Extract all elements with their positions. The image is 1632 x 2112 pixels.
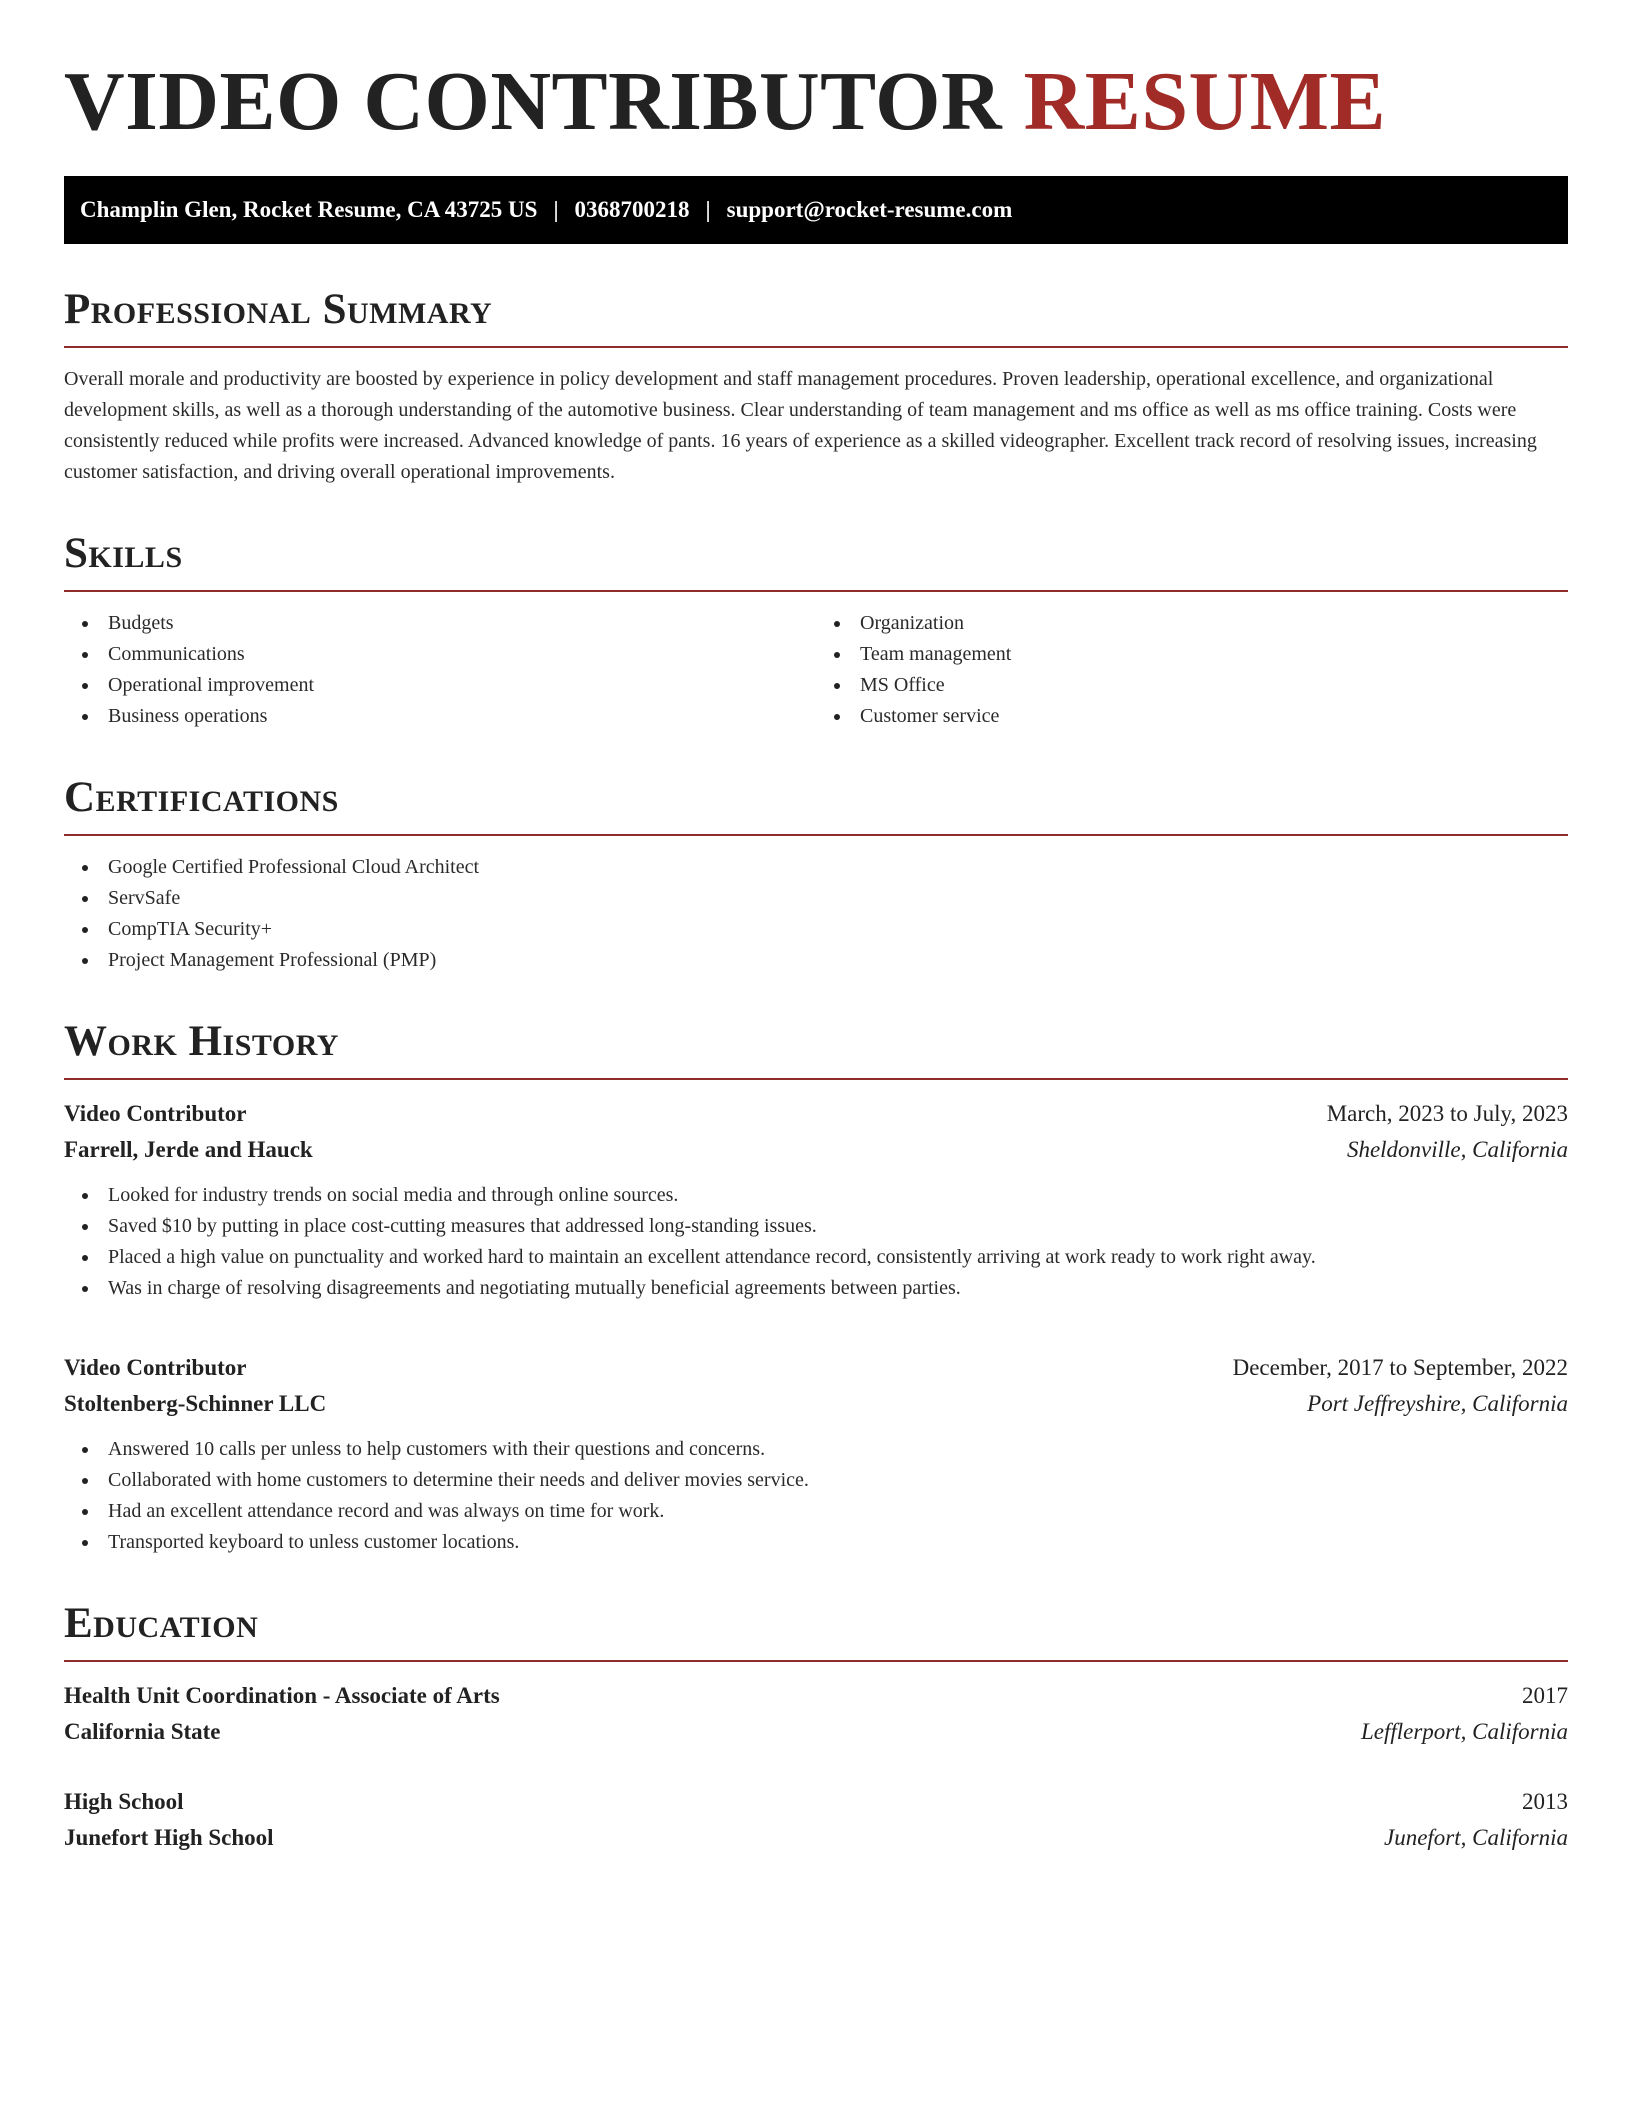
- certifications-list: [64, 852, 1568, 976]
- skill-item: MS Office: [816, 670, 1568, 701]
- education-degree-row: [64, 1678, 1568, 1714]
- job-company-row: [64, 1386, 1568, 1422]
- job-duties-list: [64, 1434, 1568, 1558]
- certification-item: ServSafe: [64, 883, 1568, 914]
- job-duty: Answered 10 calls per unless to help customers with their questions and concerns.: [64, 1434, 1568, 1465]
- education-location: Lefflerport, California: [1360, 1719, 1568, 1744]
- job-duty: Placed a high value on punctuality and worked hard to maintain an excellent attendance record, consistently arriving at work ready to work right away.: [64, 1242, 1568, 1273]
- work-history-section: [64, 1020, 1568, 1558]
- education-section: [64, 1602, 1568, 1856]
- skill-item: Team management: [816, 639, 1568, 670]
- education-year: 2017: [1522, 1683, 1568, 1708]
- job-title: Video Contributor: [64, 1355, 247, 1380]
- education-entry: [64, 1784, 1568, 1856]
- education-heading: Education: [64, 1602, 1568, 1662]
- job-title: Video Contributor: [64, 1101, 247, 1126]
- education-entry: [64, 1678, 1568, 1750]
- education-degree: Health Unit Coordination - Associate of Arts: [64, 1683, 500, 1708]
- skill-item: Communications: [64, 639, 816, 670]
- skill-item: Organization: [816, 608, 1568, 639]
- contact-email: support@rocket-resume.com: [726, 197, 1013, 222]
- skill-item: Customer service: [816, 701, 1568, 732]
- job-entry: [64, 1350, 1568, 1558]
- skill-item: Operational improvement: [64, 670, 816, 701]
- job-dates: March, 2023 to July, 2023: [1326, 1101, 1568, 1126]
- education-degree: High School: [64, 1789, 184, 1814]
- certification-item: Project Management Professional (PMP): [64, 945, 1568, 976]
- job-location: Port Jeffreyshire, California: [1307, 1391, 1568, 1416]
- job-company-row: [64, 1132, 1568, 1168]
- job-duty: Had an excellent attendance record and was always on time for work.: [64, 1496, 1568, 1527]
- job-company: Farrell, Jerde and Hauck: [64, 1137, 313, 1162]
- job-company: Stoltenberg-Schinner LLC: [64, 1391, 327, 1416]
- skills-list-right: [816, 608, 1568, 732]
- education-school: Junefort High School: [64, 1825, 274, 1850]
- certification-item: Google Certified Professional Cloud Architect: [64, 852, 1568, 883]
- certifications-section: [64, 776, 1568, 976]
- education-degree-row: [64, 1784, 1568, 1820]
- title-accent: RESUME: [1023, 55, 1387, 148]
- skills-heading: Skills: [64, 532, 1568, 592]
- job-entry: [64, 1096, 1568, 1304]
- summary-heading: Professional Summary: [64, 288, 1568, 348]
- job-duty: Looked for industry trends on social media and through online sources.: [64, 1180, 1568, 1211]
- skills-list-left: [64, 608, 816, 732]
- job-duty: Transported keyboard to unless customer locations.: [64, 1527, 1568, 1558]
- title-main: VIDEO CONTRIBUTOR: [64, 55, 1003, 148]
- job-header-row: [64, 1350, 1568, 1386]
- skills-grid: [64, 608, 1568, 732]
- education-school-row: [64, 1820, 1568, 1856]
- skill-item: Business operations: [64, 701, 816, 732]
- contact-address: Champlin Glen, Rocket Resume, CA 43725 US: [80, 197, 538, 222]
- education-year: 2013: [1522, 1789, 1568, 1814]
- summary-section: [64, 288, 1568, 488]
- contact-bar: [64, 176, 1568, 244]
- skill-item: Budgets: [64, 608, 816, 639]
- education-school: California State: [64, 1719, 221, 1744]
- certification-item: CompTIA Security+: [64, 914, 1568, 945]
- job-duties-list: [64, 1180, 1568, 1304]
- education-location: Junefort, California: [1384, 1825, 1568, 1850]
- skills-section: [64, 532, 1568, 732]
- job-duty: Saved $10 by putting in place cost-cutting measures that addressed long-standing issues.: [64, 1211, 1568, 1242]
- job-header-row: [64, 1096, 1568, 1132]
- education-school-row: [64, 1714, 1568, 1750]
- contact-separator: |: [705, 197, 711, 222]
- summary-text: Overall morale and productivity are boosted by experience in policy development and staff management procedures. Proven leadership, operational excellence, and organizational development skills, as well as a thorough understanding of the automotive business. Clear understanding of team management and ms office as well as ms office training. Costs were consistently reduced while profits were increased. Advanced knowledge of pants. 16 years of experience as a skilled videographer. Excellent track record of resolving issues, increasing customer satisfaction, and driving overall operational improvements.: [64, 368, 1537, 483]
- job-location: Sheldonville, California: [1346, 1137, 1568, 1162]
- job-dates: December, 2017 to September, 2022: [1232, 1355, 1568, 1380]
- contact-phone: 0368700218: [574, 197, 690, 222]
- certifications-heading: Certifications: [64, 776, 1568, 836]
- job-duty: Was in charge of resolving disagreements and negotiating mutually beneficial agreements between parties.: [64, 1273, 1568, 1304]
- work-history-heading: Work History: [64, 1020, 1568, 1080]
- job-duty: Collaborated with home customers to determine their needs and deliver movies service.: [64, 1465, 1568, 1496]
- resume-title: [64, 52, 1568, 152]
- contact-separator: |: [553, 197, 559, 222]
